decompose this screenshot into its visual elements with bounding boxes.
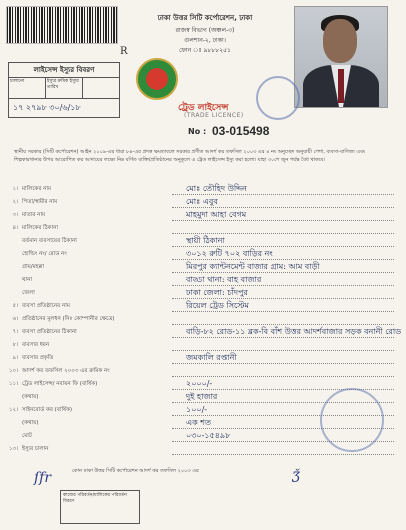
field-value: মাহমুদা আহা বেগম bbox=[186, 210, 247, 219]
field-value: রিয়েল ট্রেড সিস্টেম bbox=[186, 301, 249, 310]
org-name: ঢাকা উত্তর সিটি কর্পোরেশন, ঢাকা bbox=[157, 14, 253, 22]
field-label: ব্যবসার প্রকৃতি bbox=[22, 355, 54, 361]
field-row bbox=[6, 212, 400, 224]
field-value: বাড্ডা থানা: বাহ বাজার bbox=[186, 275, 262, 284]
field-label: মালিকের নাম bbox=[22, 186, 52, 192]
field-value: ৩০১২ রুটি ৭০২ বাড়ির নং bbox=[186, 249, 273, 258]
field-value: মিরপুর ক্যান্টনমেন্ট বাজার গ্রাম: আম বাড়ী bbox=[186, 262, 320, 271]
field-number: ১২। bbox=[8, 407, 18, 413]
office-address: গুলশান-২, ঢাকা। bbox=[184, 37, 226, 44]
field-number: ১০। bbox=[8, 368, 18, 374]
field-label: ট্রেড লাইসেন্স/ নবায়ন ফি (বার্ষিক) bbox=[22, 381, 98, 387]
field-label: (কথায়) bbox=[22, 420, 39, 426]
issue-info-title: লাইসেন্স ইস্যুর বিবরণ bbox=[9, 63, 119, 78]
office-seal bbox=[320, 388, 384, 452]
field-number: ৮। bbox=[12, 342, 18, 348]
field-line bbox=[172, 233, 394, 234]
handwritten-mark: R bbox=[120, 46, 128, 57]
field-value: মোঃ এবুব bbox=[186, 197, 218, 206]
field-label: গ্রাম/মহল্লা bbox=[22, 264, 45, 270]
field-number: ৪। bbox=[12, 225, 18, 231]
issue-info-box bbox=[8, 62, 120, 118]
field-value: ১০০/- bbox=[186, 405, 207, 414]
seal-stamp bbox=[256, 76, 300, 120]
signature-right: Ǯ bbox=[292, 470, 300, 486]
change-stamp-box: কাজের পরিবর্তন/মালিকের পরিবর্তন বিবরণ bbox=[60, 490, 140, 524]
field-label: ব্যবসা প্রতিষ্ঠানের নাম bbox=[22, 303, 70, 309]
intro-paragraph: স্থানীয় সরকার (সিটি কর্পোরেশন) আইন ২০০৯-এর ধারা ৮৪-এর প্রদত্ত ক্ষমতাবলে সরকার প্রণীত আদর্শ কর তফসিল ২০০৩ এর ৪ নং অনুচ্ছেদ অনুযায়ী পেশা, ব্যবসা-বাণিজ্য এবং শিল্পকারখানার উপর আরোপিত কর আদায়ের লক্ষ্যে নিম্ন বর্ণিত ব্যক্তি/প্রতিষ্ঠানের অনুকূলে এ ট্রেড লাইসেন্স ইস্যু করা হলো। যাহা ৩০শে জুন পর্যন্ত বৈধ থাকবে। bbox=[14, 149, 366, 163]
field-value: বাড়ি-৮২ রোড-১১ ব্লক-বি বাঁশ উত্তর আদর্শবাজার সড়ক বনানী রোড bbox=[186, 327, 402, 336]
field-value: মোঃ তৌহিদ উদ্দিন bbox=[186, 184, 247, 193]
field-line bbox=[172, 454, 394, 455]
field-label: ব্যবসার ধরন bbox=[22, 342, 50, 348]
field-row bbox=[6, 329, 400, 341]
issue-values: ১৭ ২৭৯৮ ৩০/৬/১৮ bbox=[13, 103, 81, 112]
signature-left: ſfr bbox=[34, 470, 52, 486]
field-line bbox=[172, 324, 394, 325]
field-value: দুই হাজার bbox=[186, 392, 218, 401]
field-label: সাইনবোর্ড কর (বার্ষিক) bbox=[22, 407, 73, 413]
footer-note: কোন ঢাকা উত্তর সিটি কর্পোরেশন আদর্শ কর তফসিল ২০০৩ এর bbox=[72, 468, 199, 474]
field-number: ৩। bbox=[12, 212, 18, 218]
field-number: ১১। bbox=[8, 381, 18, 387]
field-number: ১। bbox=[12, 186, 18, 192]
issue-col-2: ইস্যুর ক্রমিক ইস্যুর তারিখ bbox=[46, 78, 83, 98]
field-label: মাতার নাম bbox=[22, 212, 46, 218]
field-value: ঢাকা জেলা: চাঁদপুর bbox=[186, 288, 248, 297]
field-label: পিতা/স্বামীর নাম bbox=[22, 199, 58, 205]
field-label: মালিকের ঠিকানা bbox=[22, 225, 58, 231]
field-label: জেলা bbox=[22, 290, 35, 296]
office-phone: ফোন ঃ ৯৮৮৮২৫১ bbox=[179, 47, 231, 54]
document-title-en: (TRADE LICENCE) bbox=[184, 112, 244, 119]
barcode bbox=[6, 6, 118, 44]
field-line bbox=[172, 376, 394, 377]
dept-name: রাজস্ব বিভাগ (অঞ্চল-৩) bbox=[175, 27, 235, 34]
field-line bbox=[172, 350, 394, 351]
field-value: স্থায়ী ঠিকানা bbox=[186, 236, 225, 245]
field-label: মোট bbox=[22, 433, 32, 439]
field-number: ৬। bbox=[12, 316, 18, 322]
field-label: হোল্ডিং নং/ রোড নং bbox=[22, 251, 67, 257]
issue-col-1: চালানো bbox=[9, 78, 46, 98]
license-number-label: No : bbox=[188, 127, 207, 136]
field-value: ০৩০-১৫৪৯৮ bbox=[186, 431, 231, 440]
field-row bbox=[6, 303, 400, 315]
field-label: আদর্শ কর তফসিল ২০০৩ এর ক্রমিক নং bbox=[22, 368, 110, 374]
issue-col-3 bbox=[83, 78, 119, 98]
field-label: প্রতিষ্ঠানের মূলধন (নিঃ কোম্পানীর ক্ষেত্রে) bbox=[22, 316, 115, 322]
field-value: জমকালি রপ্তানী bbox=[186, 353, 237, 362]
field-label: ইস্যুর চালান bbox=[22, 446, 49, 452]
owner-photo bbox=[294, 6, 388, 108]
field-label: থানা bbox=[22, 277, 33, 283]
field-value: ২০০০/- bbox=[186, 379, 213, 388]
field-label: (কথায়) bbox=[22, 394, 39, 400]
field-number: ৯। bbox=[12, 355, 18, 361]
field-number: ৫। bbox=[12, 303, 18, 309]
field-number: ৭। bbox=[12, 329, 18, 335]
document-title-bn: ট্রেড লাইসেন্স bbox=[178, 103, 229, 113]
field-label: ব্যবসা প্রতিষ্ঠানের ঠিকানা bbox=[22, 329, 77, 335]
city-corporation-emblem bbox=[136, 58, 178, 100]
field-label: বর্তমান ব্যবসায়ের ঠিকানা bbox=[22, 238, 77, 244]
field-number: ১৩। bbox=[8, 446, 18, 452]
field-row bbox=[6, 355, 400, 367]
field-value: এক শত bbox=[186, 418, 211, 427]
license-number: 03-015498 bbox=[212, 124, 270, 138]
field-number: ২। bbox=[12, 199, 18, 205]
